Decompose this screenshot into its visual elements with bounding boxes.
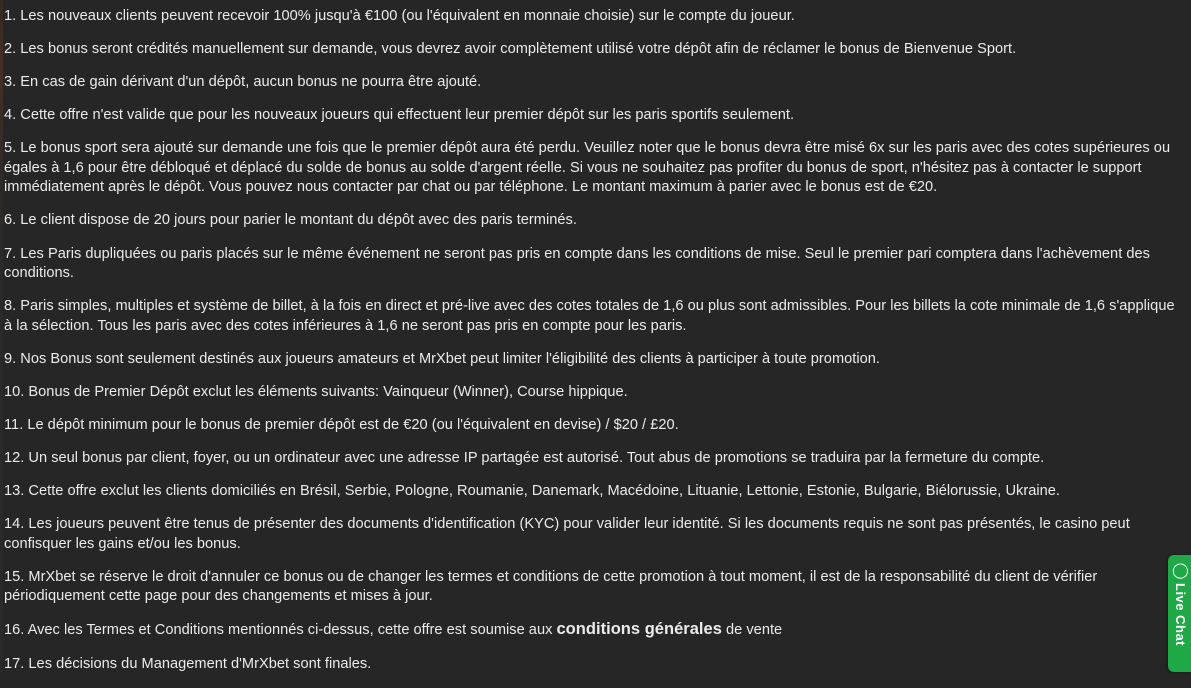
term-item-10: 10. Bonus de Premier Dépôt exclut les éléments suivants: Vainqueur (Winner), Course hippique. bbox=[4, 383, 628, 400]
term-item-8: 8. Paris simples, multiples et système de billet, à la fois en direct et pré-live avec des cotes totales de 1,6 ou plus sont admissibles. Pour les billets la cote minimale de 1,6 s'applique à la sélection. Tous les paris avec des cotes inférieures à 1,6 ne seront pas pris en compte pour les paris. bbox=[4, 298, 1175, 334]
term-item-2: 2. Les bonus seront crédités manuellement sur demande, vous devrez avoir complètement utilisé votre dépôt afin de réclamer le bonus de Bienvenue Sport. bbox=[4, 41, 1017, 58]
live-chat-label: Live Chat bbox=[1173, 583, 1188, 647]
page-left-edge-decoration bbox=[0, 0, 3, 672]
term-item-6: 6. Le client dispose de 20 jours pour parier le montant du dépôt avec des paris terminés. bbox=[4, 212, 577, 229]
term-item-16-prefix: 16. Avec les Termes et Conditions mentionnés ci-dessus, cette offre est soumise aux bbox=[4, 622, 557, 639]
term-item-16 bbox=[4, 620, 1176, 641]
term-item-12: 12. Un seul bonus par client, foyer, ou un ordinateur avec une adresse IP partagée est autorisé. Tout abus de promotions se traduira par la fermeture du compte. bbox=[4, 450, 1045, 467]
term-item-7: 7. Les Paris dupliquées ou paris placés sur le même événement ne seront pas pris en compte dans les conditions de mise. Seul le premier pari comptera dans l'achèvement des conditions. bbox=[4, 245, 1150, 282]
term-item-15: 15. MrXbet se réserve le droit d'annuler ce bonus ou de changer les termes et conditions de cette promotion à tout moment, il est de la responsabilité du client de vérifier périodiquement cette page pour des changements et mises à jour. bbox=[4, 568, 1098, 605]
term-item-3: 3. En cas de gain dérivant d'un dépôt, aucun bonus ne pourra être ajouté. bbox=[4, 74, 482, 91]
term-item-16-suffix: de vente bbox=[721, 622, 783, 639]
general-conditions-link[interactable]: conditions générales bbox=[556, 620, 722, 639]
term-item-9: 9. Nos Bonus sont seulement destinés aux joueurs amateurs et MrXbet peut limiter l'éligibilité des clients à participer à toute promotion. bbox=[4, 350, 880, 367]
term-item-17: 17. Les décisions du Management d'MrXbet sont finales. bbox=[4, 655, 372, 672]
terms-list bbox=[4, 0, 1176, 688]
term-item-13: 13. Cette offre exclut les clients domiciliés en Brésil, Serbie, Pologne, Roumanie, Danemark, Macédoine, Lituanie, Lettonie, Estonie, Bulgarie, Biélorussie, Ukraine. bbox=[4, 483, 1060, 500]
term-item-4: 4. Cette offre n'est valide que pour les nouveaux joueurs qui effectuent leur premier dépôt sur les paris sportifs seulement. bbox=[4, 107, 795, 124]
chat-bubble-icon: ◯ bbox=[1172, 562, 1189, 579]
live-chat-tab[interactable] bbox=[1168, 555, 1191, 672]
term-item-1: 1. Les nouveaux clients peuvent recevoir 100% jusqu'à €100 (ou l'équivalent en monnaie choisie) sur le compte du joueur. bbox=[4, 8, 795, 24]
term-item-14: 14. Les joueurs peuvent être tenus de présenter des documents d'identification (KYC) pour valider leur identité. Si les documents requis ne sont pas présentés, le casino peut confisquer les gains et/ou les bonus. bbox=[4, 516, 1130, 552]
term-item-11: 11. Le dépôt minimum pour le bonus de premier dépôt est de €20 (ou l'équivalent en devise) / $20 / £20. bbox=[4, 416, 679, 433]
term-item-5: 5. Le bonus sport sera ajouté sur demande une fois que le premier dépôt aura été perdu. Veuillez noter que le bonus devra être misé 6x sur les paris avec des cotes supérieures ou égales à 1,6 pour être débloqué et déplacé du solde de bonus au solde d'argent réelle. Si vous ne souhaitez pas profiter du bonus de sport, n'hésitez pas à contacter le support immédiatement après le dépôt. Vous pouvez nous contacter par chat ou par téléphone. Le montant maximum à parier avec le bonus est de €20. bbox=[4, 140, 1171, 196]
